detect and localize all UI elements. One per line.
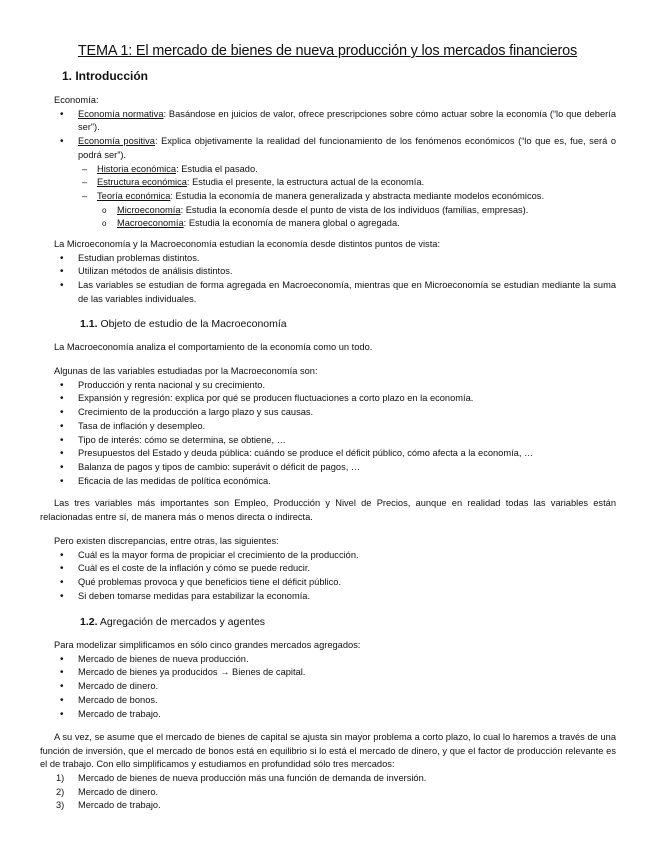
document-title: TEMA 1: El mercado de bienes de nueva producción y los mercados financieros (77, 43, 578, 59)
list-item: • Mercado de bonos. (54, 694, 616, 708)
list-item: • Si deben tomarse medidas para estabilizar la economía. (54, 590, 616, 604)
variables-block (54, 365, 616, 488)
list-item: • Mercado de trabajo. (54, 708, 616, 722)
paragraph: Las tres variables más importantes son Empleo, Producción y Nivel de Precios, aunque en realidad todas las variables están relacionadas entre sí, de manera más o menos directa o indirecta. (40, 498, 616, 522)
list-item: o Microeconomía: Estudia la economía desde el punto de vista de los individuos (familias, empresas). (54, 204, 616, 218)
paragraph: Para modelizar simplificamos en sólo cinco grandes mercados agregados: (54, 640, 361, 650)
paragraph: Algunas de las variables estudiadas por la Macroeconomía son: (54, 366, 318, 376)
list-item: o Macroeconomía: Estudia la economía de manera global o agregada. (54, 217, 616, 231)
paragraph: Pero existen discrepancias, entre otras, las siguientes: (54, 536, 279, 546)
section-heading-1-2: 1.2. Agregación de mercados y agentes (80, 616, 266, 628)
economia-label: Economía: (54, 95, 99, 105)
list-item: • Mercado de bienes de nueva producción. (54, 653, 616, 667)
list-item: • Expansión y regresión: explica por qué se producen fluctuaciones a corto plazo en la economía. (54, 392, 616, 406)
paragraph: La Microeconomía y la Macroeconomía estudian la economía desde distintos puntos de vista: (54, 239, 441, 249)
list-item: 2) Mercado de dinero. (56, 786, 159, 797)
list-item: – Estructura económica: Estudia el presente, la estructura actual de la economía. (54, 176, 616, 190)
list-item: • Utilizan métodos de análisis distintos. (54, 265, 616, 279)
list-item: • Cuál es el coste de la inflación y cómo se puede reducir. (54, 562, 616, 576)
mercados-block (54, 639, 616, 721)
micro-macro-block (54, 238, 616, 307)
discrepancias-block (54, 535, 616, 604)
paragraph: A su vez, se asume que el mercado de bienes de capital se ajusta sin mayor problema a corto plazo, lo cual lo haremos a través de una función de inversión, que el mercado de bonos está en equilibrio si lo está el mercado de dinero, y que el factor de producción relevante es el de trabajo. Con ello simplificamos y estudiamos en profundidad sólo tres mercados: (40, 732, 616, 770)
intro-block (54, 94, 616, 231)
list-item: • Presupuestos del Estado y deuda pública: cuándo se produce el déficit público, cómo afecta a la economía, … (54, 447, 616, 461)
list-item: • Mercado de dinero. (54, 680, 616, 694)
list-item: • Qué problemas provoca y que beneficios tiene el déficit público. (54, 576, 616, 590)
list-item: – Historia económica: Estudia el pasado. (54, 163, 616, 177)
list-item: – Teoría económica: Estudia la economía de manera generalizada y abstracta mediante modelos económicos. (54, 190, 616, 204)
list-item: • Mercado de bienes ya producidos → Bienes de capital. (54, 666, 616, 680)
list-item: • Economía normativa: Basándose en juicios de valor, ofrece prescripciones sobre cómo actuar sobre la economía (“lo que debería ser”). (54, 108, 616, 135)
section-heading-1-1: 1.1. Objeto de estudio de la Macroeconomía (80, 318, 287, 330)
list-item: • Crecimiento de la producción a largo plazo y sus causas. (54, 406, 616, 420)
list-item: • Economía positiva: Explica objetivamente la realidad del funcionamiento de los fenómenos económicos (“lo que es, fue, será o podrá ser”). (54, 135, 616, 162)
list-item: • Eficacia de las medidas de política económica. (54, 475, 616, 489)
list-item: • Cuál es la mayor forma de propiciar el crecimiento de la producción. (54, 549, 616, 563)
list-item: • Balanza de pagos y tipos de cambio: superávit o déficit de pagos, … (54, 461, 616, 475)
list-item: • Estudian problemas distintos. (54, 252, 616, 266)
list-item: • Tipo de interés: cómo se determina, se obtiene, … (54, 434, 616, 448)
list-item: 3) Mercado de trabajo. (56, 800, 161, 811)
list-item: • Tasa de inflación y desempleo. (54, 420, 616, 434)
list-item: 1) Mercado de bienes de nueva producción más una función de demanda de inversión. (56, 773, 427, 783)
tres-mercados-block (54, 772, 616, 813)
list-item: • Las variables se estudian de forma agregada en Macroeconomía, mientras que en Microeconomía se estudian mediante la suma de las variables individuales. (54, 279, 616, 306)
list-item: • Producción y renta nacional y su crecimiento. (54, 379, 616, 393)
paragraph: La Macroeconomía analiza el comportamiento de la economía como un todo. (54, 342, 373, 352)
section-heading-introduccion: 1. Introducción (62, 69, 149, 83)
